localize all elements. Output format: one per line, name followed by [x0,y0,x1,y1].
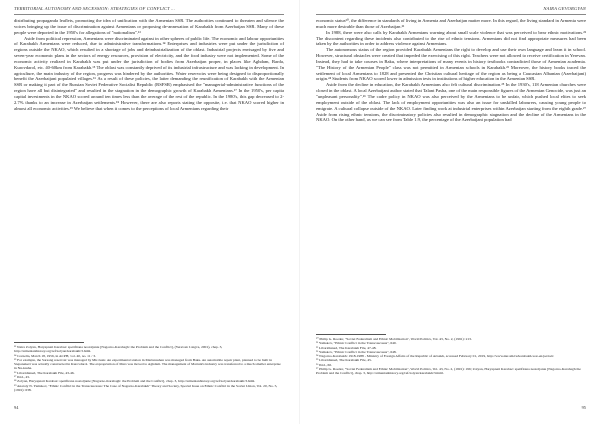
page-number: 95 [581,405,586,410]
header-rule [14,14,284,15]
footnote-link[interactable]: http://armenianhistory.org/ref/zolyan/karabakh/3.html. [14,349,92,354]
footnote: ¹⁹ Anatoly N. Yamskov, "Ethnic Conflict in the Transcaucasus: The Case of Nagorno-Karabakh" Theory and Society, Special Issue on Ethnic Conflict in the Soviet Union, Vol. 20, No. 5, (1991): 638. [14,383,278,392]
running-head: TERRITORIAL AUTONOMY AND SECESSION: STRATEGIES OF CONFLICT ... [14,6,175,11]
body-text [316,18,586,123]
footnote: ¹⁸ Zolyan, Haryapnati Karabaz: spetifirana nostoljanie [Nagorno-Karabagh: the Problem and the Conflict], chap. 3, http://armenianhistory.org/ref/zolyan/karabakh/3.html. [14,379,256,384]
footnotes [316,337,586,376]
footnote: ¹⁷ Ibid., 45. [14,375,30,380]
footnote: ²² Libaridianed, The Karabakh File, 47-48. [316,345,377,350]
footnote: ¹⁴ Cornelia, March 18, 1956, in ACPH, vol. 40, no. 11 / 3. [14,353,96,358]
footnote: ²⁰ Philip G. Roeder, "Soviet Federalism and Ethnic Mobilization", World Politics, Vol. 43, No. 2, (1991): 213. [316,337,472,341]
footnote: ²⁷ Philip G. Roeder, "Soviet Federalism and Ethnic Mobilization", World Politics, Vol. 43, No. 2, (1991): 196; Zolyan, Haryapnati Karabaz: spetifirana nostoljanie [Nagorno-Karabagh the Problem and the Conflict], chap. 3, http://armenianhistory.org/ref/zolyan/karabakh/3.html. [316,367,581,376]
paragraph: In 1988, there were also calls by Karabakh Armenians warning about small scale violence that was perceived to bear ethnic motivations.²² The discontent regarding these incidents also contributed to the rise of ethnic tensions. Armenians did not find appropriate measures had been taken by the authorities in order to address violence against Armenians. [316,29,586,47]
header-rule [316,14,586,15]
paragraph: The autonomous status of the region provided Karabakh Armenians the right to develop and use their own language and learn it in school. However, structural obstacles were created that impeded the exercising of this right. Teachers were not allowed to receive certification in Yerevan. Instead, they had to take courses in Baku, where interpretations of many events in history textbooks contradicted those of Armenian academia. "The History of the Armenian People" class was not permitted in Armenian schools in Karabakh.²³ Moreover, the history books traced the settlement of local Armenians to 1828 and presented the Christian cultural heritage of the region as being a Caucasian Albanian (Azerbaijani) origin.²⁴ Students from NKAO scored lower in admission tests in institutions of higher education in the Armenian SSR. [316,47,586,82]
footnotes [14,345,284,392]
running-head: NAIRA GEVORGYAN [543,6,586,11]
footnote: ²⁵ Libaridianed, The Karabakh File, 45. [316,358,372,363]
footnote: ²⁴ Nagorno-Karabakh: 1918-1988 - Ministry of Foreign Affairs of the Republic of Artsakh, accessed February 01, 2019, http://www.nkr.am/ru/karabakh-war-en/period/. [316,354,555,359]
footnote-rule [316,334,386,335]
footnote: ²¹ Yamskov, "Ethnic Conflict in the Transcaucasus", 640. [316,341,397,346]
footnote: ¹⁵ For example, the Sarsang reservoir was managed by Mir-basir. An experimental station in Martunashen was managed from Baku. An automobile repair plant, planned to be built in Stepanakert was actually constructed in Kurovdarol. The expropriation of Mars was moved to Aghdam. The management of Martuni's industry was transferred to a much smaller enterprise in Nu-kasha. [14,357,281,371]
right-page [300,0,600,424]
paragraph: Aside from the decline in education, the Karabakh Armenians also felt cultural discrimination.²⁵ In the 1930's, 118 Armenian churches were closed in the oblast. A local Azerbaijani author stated that Talant Pasha, one of the main responsible figures of the Armenian Genocide, was just an "unpleasant personality".²⁶ The cadre policy in NKAO was also perceived by the Armenians to be unfair, which pushed local elites to seek employment outside of the oblast. The lack of employment opportunities was also an issue for unskilled labourers, causing young people to emigrate. A cultural collapse outside of the NKAO. Later finding work at industrial enterprises within Azerbaijan starting from the eighth grade.²⁷ Aside from rising ethnic tensions, the discriminatory policies also resulted in demographic stagnation and the decline of the Armenians in the NKAO. On the other hand, as we can see from Table 1.9, the percentage of the Azerbaijani population had [316,82,586,123]
paragraph: economic status²⁰, the difference in standards of living in Armenia and Azerbaijan matter more. In this regard, the living standard in Armenia were much more desirable than those of Azerbaijan.²¹ [316,18,586,29]
paragraph: distributing propaganda leaflets, promoting the idea of unification with the Armenian SSR. The authorities continued to threaten and silence the voices bringing up the issue of discrimination against Armenians or proposing de-annexation of Karabakh from Azerbaijan SSR. Many of these people were deported in the 1950's for allegations of "nationalism".¹³ [14,18,284,35]
page-number: 94 [14,405,19,410]
body-text [14,18,284,112]
footnote: ¹³ Naira Zolyan, Haryapnati Karabaz: spetifirana nostoljanie [Nagorno-Karabagh: the Problem and the Conflict], (Yerevan: Lingva, 2001), chap. 3, [14,345,223,349]
footnote-rule [14,342,84,343]
footnote: ²³ Yamskov, "Ethnic Conflict in the Transcaucasus", 648. [316,349,397,354]
footnote: ²⁶ Ibid., 60. [316,362,332,367]
paragraph: Aside from political repression, Armenians were discriminated against in other spheres of public life. The economic and labour opportunities of Karabakh Armenians were reduced, due to administrative transformations.¹⁴ Enterprises and industries were put under the jurisdiction of regions outside the NKAO, which resulted in a shortage of jobs and deindustrialization of the oblast. Industrial projects envisaged by five and seven-year economic plans in the sectors of energy resources, provision of electricity, and the food industry were not implemented. Some of the economic activity realized in Karabakh was put under the jurisdiction of bodies from Azerbaijan proper, in places like Aghdam, Barda, Kurovdarol, etc. 40-60km from Karabakh.¹⁵ The oblast was constantly deprived of its industrial infrastructure and was lacking in development. In agriculture, the main industry of the region, progress was hindered by the authorities. Water reservoirs were being designed to disproportionally benefit the Azerbaijani populated villages.¹⁶ As a result of these policies, the latter demanding the reunification of Karabakh with the Armenian SSR or making it part of the Russian Soviet Federative Socialist Republic (RSFSR) emphasised the "managerial-administrative functions of the region have all but disintegrated" and resulted in the stagnation in the demographic growth of Karabakh Armenians.¹⁷ In the 1950's, per capita capital investments in the NKAO scored around ten times less than the average of the rest of the republic. In the 1980's, this gap decreased to 2-2.7% thanks to an increase in Azerbaijan settlements.¹⁸ However, there are also reports stating the opposite, i.e. that NKAO scored higher in almost all economic activities.¹⁹ We believe that when it comes to the perceptions of local Armenians regarding their [14,35,284,111]
footnote: ¹⁶ Libaridianed, The Karabakh File, 43-46. [14,370,75,375]
